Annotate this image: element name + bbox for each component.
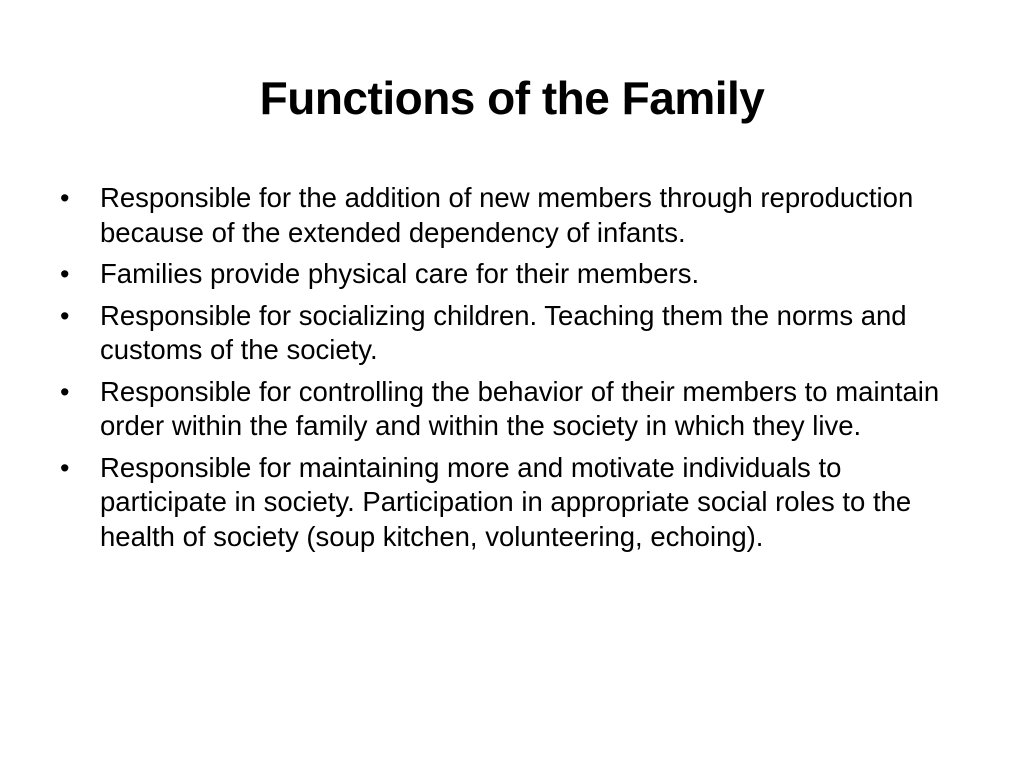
bullet-icon: • bbox=[60, 452, 70, 483]
bullet-icon: • bbox=[60, 300, 70, 331]
bullet-item bbox=[60, 299, 960, 368]
bullet-text: Responsible for controlling the behavior of their members to maintain order within the family and within the society in which they live. bbox=[100, 375, 940, 441]
bullet-text: Responsible for the addition of new members through reproduction because of the extended dependency of infants. bbox=[100, 182, 914, 248]
bullet-text: Responsible for maintaining more and motivate individuals to participate in society. Participation in appropriate social roles to the health of society (soup kitchen, volunteering, echoing). bbox=[100, 451, 912, 552]
bullet-icon: • bbox=[60, 376, 70, 407]
bullet-icon: • bbox=[60, 183, 70, 213]
bullet-item bbox=[60, 181, 960, 250]
bullet-text: Families provide physical care for their members. bbox=[100, 258, 700, 289]
bullet-item bbox=[60, 451, 960, 555]
slide-title: Functions of the Family bbox=[259, 72, 765, 124]
bullet-text: Responsible for socializing children. Teaching them the norms and customs of the society. bbox=[100, 299, 907, 365]
bullet-item bbox=[60, 257, 960, 292]
bullet-item bbox=[60, 375, 960, 444]
bullet-icon: • bbox=[60, 259, 70, 289]
bullet-list bbox=[60, 181, 960, 561]
